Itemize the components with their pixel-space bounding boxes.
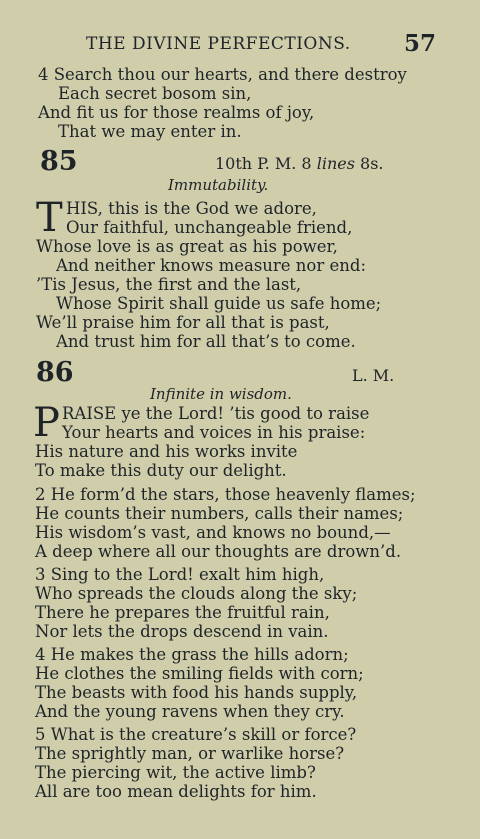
verse-line: Our faithful, unchangeable friend, <box>66 218 353 237</box>
verse-line: HIS, this is the God we adore, <box>66 199 317 218</box>
verse-line: And fit us for those realms of joy, <box>38 103 315 122</box>
page-header <box>0 30 480 58</box>
verse-line: The piercing wit, the active limb? <box>35 763 316 782</box>
verse-line: ’Tis Jesus, the first and the last, <box>36 275 302 294</box>
verse-line: 3 Sing to the Lord! exalt him high, <box>35 565 325 584</box>
verse-line: Whose Spirit shall guide us safe home; <box>56 294 382 313</box>
hymn-title: Immutability. <box>168 176 269 194</box>
verse-line: His wisdom’s vast, and knows no bound,— <box>35 523 391 542</box>
hymn-meter: L. M. <box>352 366 395 385</box>
verse-line: 5 What is the creature’s skill or force? <box>35 725 357 744</box>
verse-line: Nor lets the drops descend in vain. <box>35 622 329 641</box>
verse-line: His nature and his works invite <box>35 442 298 461</box>
verse-line: That we may enter in. <box>58 122 242 141</box>
verse-line: The sprightly man, or warlike horse? <box>35 744 345 763</box>
verse-line: The beasts with food his hands supply, <box>35 683 358 702</box>
verse-line: Who spreads the clouds along the sky; <box>35 584 358 603</box>
verse-line: And neither knows measure nor end: <box>56 256 367 275</box>
hymn-number: 85 <box>40 146 78 177</box>
verse-line: There he prepares the fruitful rain, <box>35 603 330 622</box>
page-number: 57 <box>404 30 437 57</box>
hymn-title: Infinite in wisdom. <box>150 385 292 403</box>
verse-line: Each secret bosom sin, <box>58 84 252 103</box>
verse-line: We’ll praise him for all that is past, <box>36 313 330 332</box>
verse-line: Whose love is as great as his power, <box>36 237 338 256</box>
running-title: THE DIVINE PERFECTIONS. <box>86 34 351 54</box>
verse-line: A deep where all our thoughts are drown’d. <box>35 542 402 561</box>
verse-line: 4 Search thou our hearts, and there destroy <box>38 65 407 84</box>
hymn-meter: 10th P. M. 8 lines 8s. <box>215 154 384 173</box>
verse-line: And trust him for all that’s to come. <box>56 332 356 351</box>
verse-line: And the young ravens when they cry. <box>35 702 345 721</box>
verse-line: 4 He makes the grass the hills adorn; <box>35 645 349 664</box>
verse-line: RAISE ye the Lord! ’tis good to raise <box>62 404 370 423</box>
verse-line: 2 He form’d the stars, those heavenly flames; <box>35 485 416 504</box>
verse-line: Your hearts and voices in his praise: <box>62 423 366 442</box>
verse-line: He counts their numbers, calls their names; <box>35 504 404 523</box>
verse-line: To make this duty our delight. <box>35 461 287 480</box>
hymn-number: 86 <box>36 357 74 388</box>
verse-line: All are too mean delights for him. <box>35 782 317 801</box>
verse-line: He clothes the smiling fields with corn; <box>35 664 364 683</box>
drop-cap: T <box>36 195 63 241</box>
drop-cap: P <box>33 400 60 446</box>
